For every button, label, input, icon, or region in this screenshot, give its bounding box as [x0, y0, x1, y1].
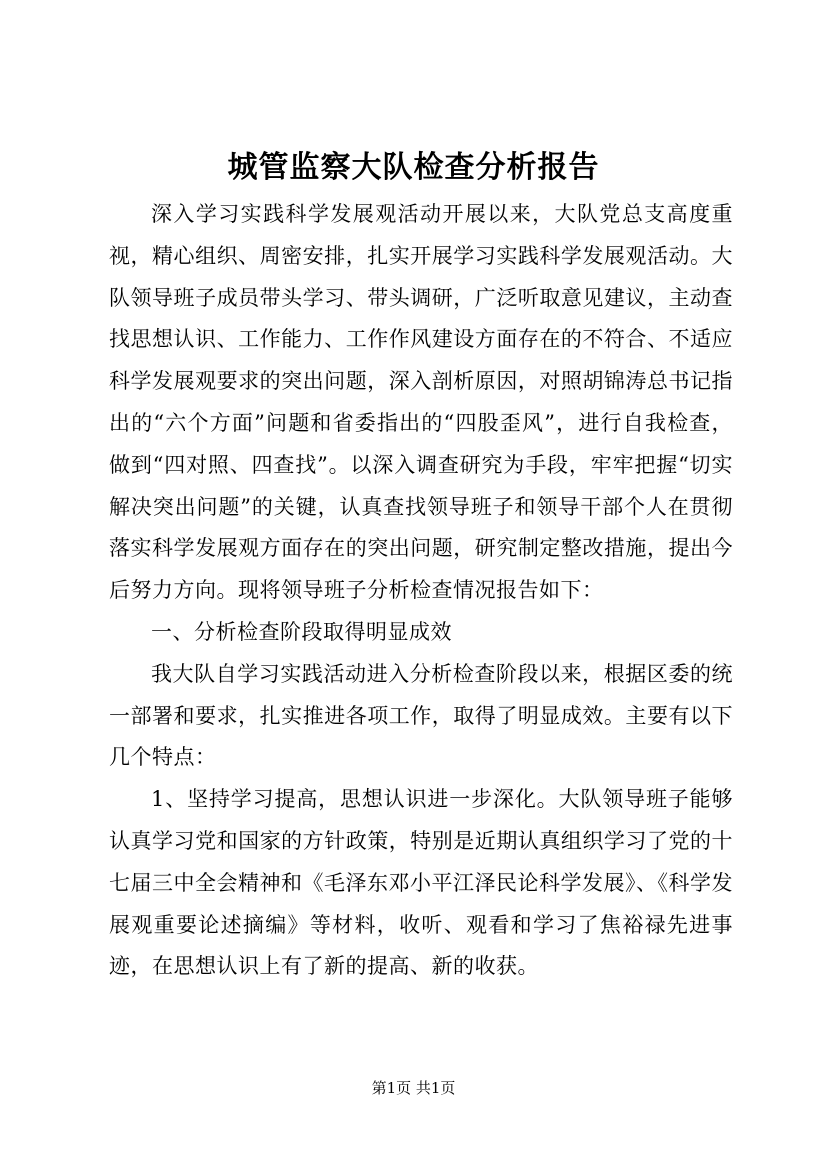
- page-footer: 第1页 共1页: [371, 1079, 456, 1097]
- document-title: 城管监察大队检查分析报告: [227, 150, 600, 185]
- section-heading-1: 一、分析检查阶段取得明显成效: [151, 619, 452, 644]
- paragraph-section-1: 我大队自学习实践活动进入分析检查阶段以来，根据区委的统一部署和要求，扎实推进各项工作，取得了明显成效。主要有以下几个特点：: [109, 661, 733, 770]
- document-body: [109, 194, 733, 988]
- paragraph-intro: 深入学习实践科学发展观活动开展以来，大队党总支高度重视，精心组织、周密安排，扎实开展学习实践科学发展观活动。大队领导班子成员带头学习、带头调研，广泛听取意见建议，主动查找思想认识、工作能力、工作作风建设方面存在的不符合、不适应科学发展观要求的突出问题，深入剖析原因，对照胡锦涛总书记指出的“六个方面”问题和省委指出的“四股歪风”，进行自我检查，做到“四对照、四查找”。以深入调查研究为手段，牢牢把握“切实解决突出问题”的关键，认真查找领导班子和领导干部个人在贯彻落实科学发展观方面存在的突出问题，研究制定整改措施，提出今后努力方向。现将领导班子分析检查情况报告如下：: [109, 202, 733, 603]
- paragraph-point-1: 1、坚持学习提高，思想认识进一步深化。大队领导班子能够认真学习党和国家的方针政策，特别是近期认真组织学习了党的十七届三中全会精神和《毛泽东邓小平江泽民论科学发展》、《科学发展观重要论述摘编》等材料，收听、观看和学习了焦裕禄先进事迹，在思想认识上有了新的提高、新的收获。: [109, 787, 733, 979]
